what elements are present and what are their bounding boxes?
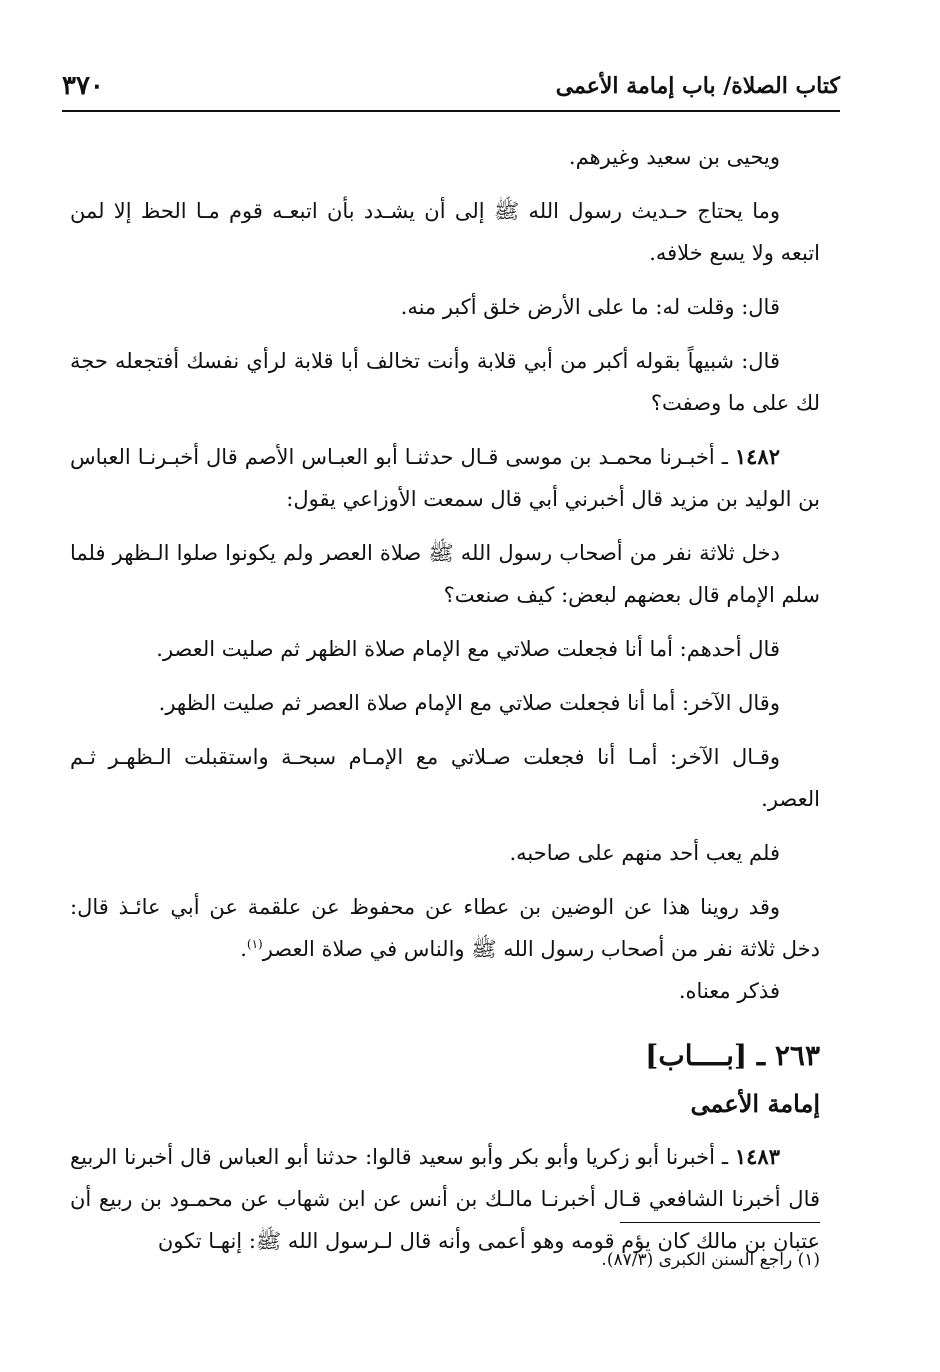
hadith-number: ١٤٨٣	[734, 1144, 780, 1169]
paragraph: وقـال الآخر: أمـا أنا فجعلت صـلاتي مع الإمـام سبحـة واستقبلت الـظهـر ثـم العصر.	[70, 745, 820, 811]
hadith-paragraph	[70, 436, 820, 520]
hadith-text: ـ أخبرنا أبو زكريا وأبو بكر وأبو سعيد قالوا: حدثنا أبو العباس قال أخبرنا الربيع قال أخبرنا الشافعي قـال أخبرنـا مالـك بن أنس عن ابن شهاب عن محمـود بن ربيع أن عتبان بن مالك كان يؤم قومه وهو أعمى وأنه قال لـرسول الله ﷺ: إنهـا تكون	[70, 1145, 820, 1253]
paragraph: فلم يعب أحد منهم على صاحبه.	[509, 841, 780, 865]
paragraph-text: وقد روينا هذا عن الوضين بن عطاء عن محفوظ عن علقمة عن أبي عائـذ قال: دخل ثلاثة نفر من أصحاب رسول الله ﷺ والناس في صلاة العصر	[70, 895, 820, 961]
chapter-subtitle: إمامة الأعمى	[690, 1089, 820, 1118]
running-title: كتاب الصلاة/ باب إمامة الأعمى	[555, 73, 840, 99]
header-rule	[62, 110, 840, 112]
page-number: ٣٧٠	[62, 71, 104, 101]
footnote-rule	[620, 1222, 820, 1223]
paragraph: دخل ثلاثة نفر من أصحاب رسول الله ﷺ صلاة العصر ولم يكونوا صلوا الـظهر فلما سلم الإمام قال بعضهم لبعض: كيف صنعت؟	[70, 541, 820, 607]
hadith-text: ـ أخبـرنا محمـد بن موسى قـال حدثنـا أبو العبـاس الأصم قال أخبـرنـا العباس بن الوليد بن مزيد قال أخبرني أبي قال سمعت الأوزاعي يقول:	[70, 445, 820, 511]
paragraph: قال: شبيهاً بقوله أكبر من أبي قلابة وأنت تخالف أبا قلابة لرأي نفسك أفتجعله حجة لك على ما وصفت؟	[70, 349, 820, 415]
hadith-paragraph	[70, 1136, 820, 1262]
paragraph: وما يحتاج حـديث رسول الله ﷺ إلى أن يشـدد بأن اتبعـه قوم مـا الحظ إلا لمن اتبعه ولا يسع خلافه.	[70, 199, 820, 265]
paragraph: ويحيى بن سعيد وغيرهم.	[568, 145, 780, 169]
main-text	[70, 136, 820, 1274]
paragraph: وقال الآخر: أما أنا فجعلت صلاتي مع الإمام صلاة العصر ثم صليت الظهر.	[158, 691, 780, 715]
paragraph: فذكر معناه.	[678, 979, 780, 1003]
paragraph	[70, 886, 820, 970]
chapter-heading: ٢٦٣ ـ [بــــاب]	[645, 1039, 820, 1072]
paragraph: قال: وقلت له: ما على الأرض خلق أكبر منه.	[400, 295, 780, 319]
hadith-number: ١٤٨٢	[734, 444, 780, 469]
paragraph: قال أحدهم: أما أنا فجعلت صلاتي مع الإمام صلاة الظهر ثم صليت العصر.	[156, 637, 780, 661]
footnote: (١) راجع السنن الكبرى (٨٧/٣).	[601, 1250, 820, 1270]
paragraph-end: .	[240, 937, 247, 961]
page-header	[62, 66, 840, 106]
footnote-reference[interactable]: (١)	[246, 937, 263, 951]
